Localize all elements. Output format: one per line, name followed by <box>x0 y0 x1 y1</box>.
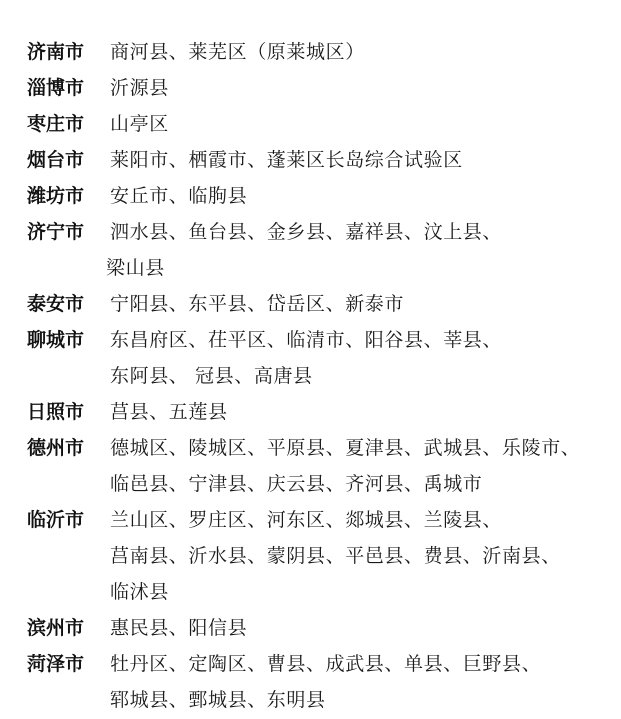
county-line: 兰山区、罗庄区、河东区、郯城县、兰陵县、 <box>110 509 503 531</box>
county-line: 东阿县、 冠县、高唐县 <box>110 365 313 387</box>
city-name: 日照市 <box>27 401 85 423</box>
county-line: 德城区、陵城区、平原县、夏津县、武城县、乐陵市、 <box>110 437 581 459</box>
county-line: 宁阳县、东平县、岱岳区、新泰市 <box>110 293 405 315</box>
county-list <box>110 286 615 322</box>
county-line: 临邑县、宁津县、庆云县、齐河县、禹城市 <box>110 473 483 495</box>
county-line: 郓城县、鄄城县、东明县 <box>110 689 326 711</box>
city-name: 德州市 <box>27 437 85 459</box>
county-list <box>110 34 615 70</box>
city-name: 烟台市 <box>27 149 85 171</box>
city-name: 潍坊市 <box>27 185 85 207</box>
county-list <box>110 394 615 430</box>
county-list <box>110 178 615 214</box>
county-list <box>106 214 615 286</box>
county-line: 莒县、五莲县 <box>110 401 228 423</box>
city-name: 菏泽市 <box>27 653 85 675</box>
city-name: 聊城市 <box>27 329 85 351</box>
city-name: 泰安市 <box>27 293 85 315</box>
county-line: 沂源县 <box>110 77 169 99</box>
county-list <box>110 322 615 394</box>
city-name: 济宁市 <box>27 221 85 243</box>
county-line: 莒南县、沂水县、蒙阴县、平邑县、费县、沂南县、 <box>110 545 561 567</box>
county-line: 梁山县 <box>106 257 165 279</box>
county-list <box>110 142 615 178</box>
county-list <box>110 646 615 718</box>
county-list <box>110 106 615 142</box>
city-name: 淄博市 <box>27 77 85 99</box>
county-line: 泗水县、鱼台县、金乡县、嘉祥县、汶上县、 <box>110 221 503 243</box>
county-list <box>110 610 615 646</box>
county-line: 临沭县 <box>110 581 169 603</box>
city-name: 滨州市 <box>27 617 85 639</box>
county-list <box>110 70 615 106</box>
county-line: 莱阳市、栖霞市、蓬莱区长岛综合试验区 <box>110 149 463 171</box>
city-name: 济南市 <box>27 41 85 63</box>
city-name: 枣庄市 <box>27 113 85 135</box>
county-line: 山亭区 <box>110 113 169 135</box>
county-line: 惠民县、阳信县 <box>110 617 248 639</box>
city-name: 临沂市 <box>27 509 85 531</box>
county-line: 牡丹区、定陶区、曹县、成武县、单县、巨野县、 <box>110 653 542 675</box>
county-line: 东昌府区、茌平区、临清市、阳谷县、莘县、 <box>110 329 503 351</box>
county-line: 安丘市、临朐县 <box>110 185 248 207</box>
county-list <box>110 502 615 610</box>
county-list <box>110 430 615 502</box>
county-line: 商河县、莱芜区（原莱城区） <box>110 41 365 63</box>
